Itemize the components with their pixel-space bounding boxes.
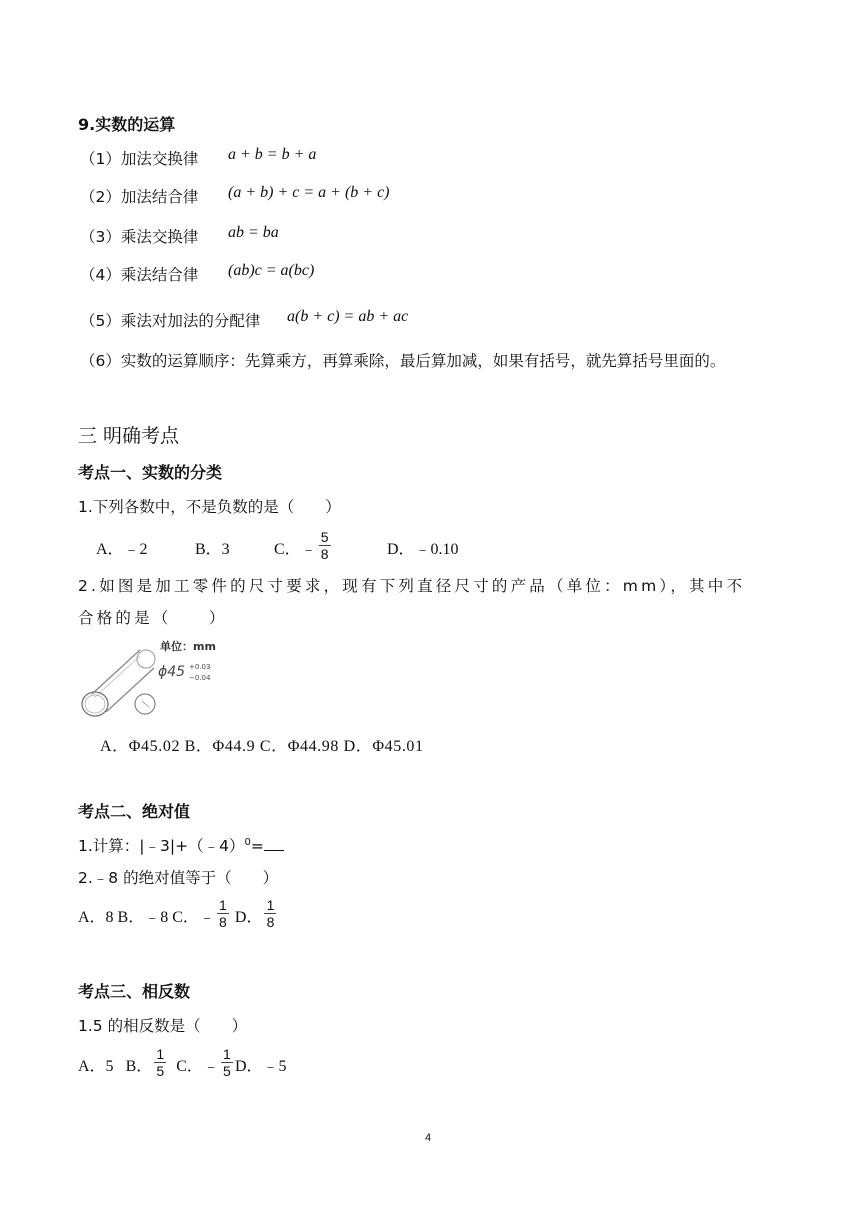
kaodian-1-q1-option-b: B．3 [195, 541, 230, 558]
option-b-prefix: B． [125, 1058, 153, 1075]
fraction-1-5-negative [221, 1047, 233, 1078]
section-title: 三 明确考点 [78, 425, 180, 447]
law-4-label: （4）乘法结合律 [80, 266, 199, 284]
kaodian-2-heading: 考点二、绝对值 [78, 802, 191, 821]
kaodian-2-q2-options [78, 896, 278, 930]
law-5-label: （5）乘法对加法的分配律 [80, 312, 261, 330]
option-c-sign: ﹣ [198, 909, 215, 926]
part-dimension-figure [76, 636, 226, 722]
fraction-numerator: 1 [156, 1045, 165, 1062]
section-9-heading: 9.实数的运算 [78, 115, 176, 134]
law-1-formula: a + b = b + a [228, 146, 317, 163]
fraction-1-8-negative [217, 898, 229, 929]
answer-blank[interactable] [264, 836, 284, 851]
kaodian-1-q1-stem: 1.下列各数中，不是负数的是（ ） [78, 498, 341, 516]
kaodian-1-q2-options: A．Φ45.02 B．Φ44.9 C．Φ44.98 D．Φ45.01 [100, 738, 424, 755]
operation-order-note: （6）实数的运算顺序：先算乘方，再算乘除，最后算加减，如果有括号，就先算括号里面的。 [80, 352, 726, 370]
fraction-denominator: 5 [223, 1062, 231, 1079]
option-d-prefix: D． [234, 909, 263, 926]
fraction-denominator: 5 [156, 1062, 165, 1079]
kaodian-3-heading: 考点三、相反数 [78, 982, 191, 1001]
fraction-denominator: 8 [219, 913, 227, 930]
fraction-1-8 [264, 898, 276, 929]
law-2-label: （2）加法结合律 [80, 188, 199, 206]
fraction-1-5 [154, 1047, 166, 1078]
fraction-numerator: 1 [219, 896, 227, 913]
q1-expression: 1.计算：|﹣3|+（﹣4） [78, 837, 245, 855]
fraction-denominator: 8 [320, 545, 329, 562]
kaodian-3-q1-stem: 1.5 的相反数是（ ） [78, 1017, 248, 1035]
option-c-prefix: C．﹣ [274, 541, 317, 558]
law-5-formula: a(b + c) = ab + ac [287, 308, 409, 325]
fraction-numerator: 1 [223, 1045, 231, 1062]
fraction-denominator: 8 [266, 913, 275, 930]
fraction-5-8 [319, 530, 331, 561]
option-a: A．5 [78, 1058, 114, 1075]
law-4-formula: (ab)c = a(bc) [228, 262, 315, 279]
figure-unit-label: 单位：mm [160, 640, 216, 653]
kaodian-1-q1-option-d: D．﹣0.10 [387, 541, 459, 558]
option-d: D．﹣5 [234, 1058, 287, 1075]
kaodian-3-q1-options [78, 1045, 287, 1079]
kaodian-1-q1-option-c [274, 528, 333, 562]
figure-lower-tolerance: −0.04 [189, 674, 211, 682]
law-3-formula: ab = ba [228, 224, 279, 241]
q1-exponent: 0 [244, 836, 251, 848]
q1-equals: = [250, 837, 264, 855]
kaodian-1-heading: 考点一、实数的分类 [78, 463, 223, 482]
page-number: 4 [425, 1132, 432, 1144]
figure-upper-tolerance: +0.03 [189, 663, 211, 671]
option-c-sign: ﹣ [202, 1058, 219, 1075]
figure-diameter-label: ϕ45 [158, 664, 186, 680]
kaodian-1-q1-option-a: A．﹣2 [96, 541, 148, 558]
fraction-numerator: 1 [266, 896, 275, 913]
option-c-prefix: C． [176, 1058, 203, 1075]
kaodian-2-q2-stem: 2.﹣8 的绝对值等于（ ） [78, 869, 279, 887]
law-3-label: （3）乘法交换律 [80, 228, 199, 246]
kaodian-1-q2-stem-line2: 合格的是（ ） [78, 609, 228, 627]
law-1-label: （1）加法交换律 [80, 150, 199, 168]
law-2-formula: (a + b) + c = a + (b + c) [228, 184, 390, 201]
kaodian-2-q1-stem [78, 834, 284, 856]
kaodian-1-q2-stem-line1: 2.如图是加工零件的尺寸要求，现有下列直径尺寸的产品（单位：mm），其中不 [78, 577, 746, 595]
options-a-b-c-prefix: A．8 B．﹣8 C． [78, 909, 199, 926]
fraction-numerator: 5 [320, 528, 329, 545]
